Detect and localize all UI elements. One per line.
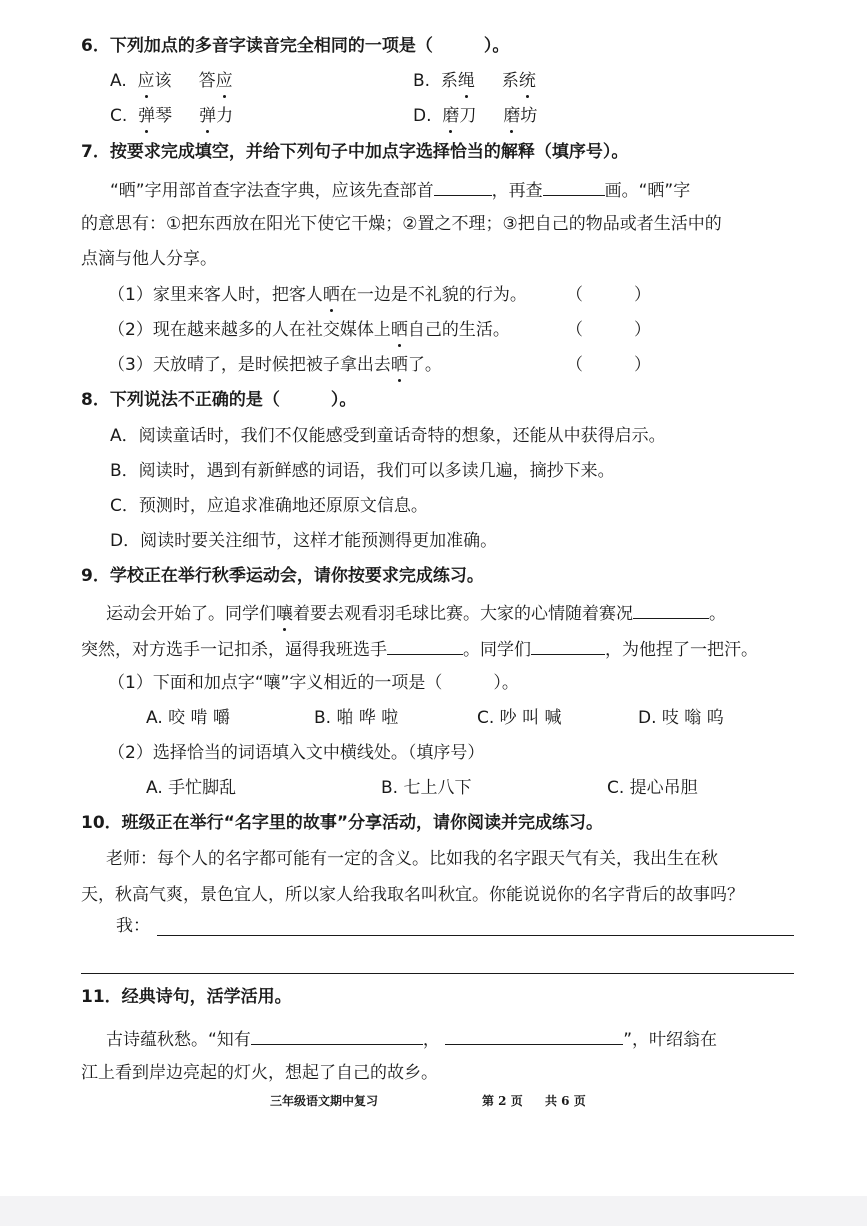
poem-blank-2[interactable] (445, 1026, 623, 1045)
q7-stem: 7．按要求完成填空，并给下列句子中加点字选择恰当的解释（填序号）。 (81, 142, 629, 162)
q9-sub1-option-c: C. 吵 叫 喊 (477, 708, 562, 728)
q7-answer-paren-3[interactable]: （ ） (566, 355, 651, 375)
q8-option-c: C．预测时，应追求准确地还原原文信息。 (110, 496, 428, 516)
q8-option-a: A．阅读童话时，我们不仅能感受到童话奇特的想象，还能从中获得启示。 (110, 426, 666, 446)
q9-sub1-option-a: A. 咬 啃 嚼 (146, 708, 230, 728)
dotted-char: 弹 (199, 106, 217, 126)
radical-blank[interactable] (434, 177, 492, 196)
footer-page-number: 第 2 页 (482, 1094, 523, 1108)
q6-option-a: A. 应该 答应 (110, 71, 233, 91)
q10-answer-line-2[interactable] (81, 973, 794, 974)
q7-paragraph-line3: 点滴与他人分享。 (81, 249, 217, 269)
q11-stem: 11．经典诗句，活学活用。 (81, 987, 292, 1007)
dotted-char: 磨 (503, 106, 521, 126)
q6-option-c: C. 弹琴 弹力 (110, 106, 234, 126)
q10-me-label: 我： (116, 916, 150, 936)
q9-sub1-option-d: D. 吱 嗡 呜 (638, 708, 724, 728)
q9-sub2-option-c: C. 提心吊胆 (607, 778, 698, 798)
dotted-char: 弹 (138, 106, 156, 126)
passage-blank-3[interactable] (531, 636, 605, 655)
q9-stem: 9．学校正在举行秋季运动会，请你按要求完成练习。 (81, 566, 484, 586)
dotted-char: 磨 (442, 106, 460, 126)
passage-blank-2[interactable] (387, 636, 463, 655)
footer-title: 三年级语文期中复习 (270, 1094, 379, 1108)
q8-option-d: D．阅读时要关注细节，这样才能预测得更加准确。 (110, 531, 498, 551)
option-label: B. (413, 71, 431, 91)
q11-line1: 古诗蕴秋愁。“知有 ， ”，叶绍翁在 (106, 1026, 717, 1052)
q9-sub2: （2）选择恰当的词语填入文中横线处。（填序号） (108, 743, 485, 763)
dotted-char: 统 (518, 71, 536, 91)
q7-paragraph-line2: 的意思有：①把东西放在阳光下使它干燥；②置之不理；③把自己的物品或者生活中的 (81, 214, 722, 234)
dotted-char: 晒 (322, 285, 340, 305)
scan-edge (0, 1196, 867, 1226)
q9-sub2-option-b: B. 七上八下 (381, 778, 472, 798)
dotted-char: 应 (215, 71, 233, 91)
q8-stem: 8．下列说法不正确的是（ ）。 (81, 390, 357, 410)
q9-passage-line1: 运动会开始了。同学们嚷着要去观看羽毛球比赛。大家的心情随着赛况 。 (106, 600, 726, 626)
dotted-char: 应 (137, 71, 155, 91)
q9-sub1: （1）下面和加点字“嚷”字义相近的一项是（ ）。 (108, 673, 519, 693)
q7-sentence-2: （2）现在越来越多的人在社交媒体上晒自己的生活。 (108, 320, 510, 340)
q7-answer-paren-2[interactable]: （ ） (566, 320, 651, 340)
footer-total-pages: 共 6 页 (545, 1094, 586, 1108)
q7-paragraph-line1: “晒”字用部首查字法查字典，应该先查部首 ，再查 画。“晒”字 (110, 177, 690, 203)
q10-teacher-line1: 老师：每个人的名字都可能有一定的含义。比如我的名字跟天气有关，我出生在秋 (106, 849, 718, 869)
dotted-char: 绳 (457, 71, 475, 91)
dotted-char: 嚷 (276, 604, 293, 624)
dotted-char: 晒 (390, 320, 408, 340)
stroke-count-blank[interactable] (543, 177, 605, 196)
q6-option-b: B. 系绳 系统 (413, 71, 536, 91)
option-label: D. (413, 106, 432, 126)
dotted-char: 晒 (390, 355, 408, 375)
poem-blank-1[interactable] (251, 1026, 423, 1045)
q9-sub1-option-b: B. 啪 哗 啦 (314, 708, 399, 728)
q11-line2: 江上看到岸边亮起的灯火，想起了自己的故乡。 (81, 1063, 438, 1083)
q8-option-b: B．阅读时，遇到有新鲜感的词语，我们可以多读几遍，摘抄下来。 (110, 461, 615, 481)
q9-passage-line2: 突然，对方选手一记扣杀，逼得我班选手 。同学们 ，为他捏了一把汗。 (81, 636, 758, 662)
q9-sub2-option-a: A. 手忙脚乱 (146, 778, 237, 798)
q10-teacher-line2: 天，秋高气爽，景色宜人，所以家人给我取名叫秋宜。你能说说你的名字背后的故事吗？ (81, 885, 744, 905)
q7-sentence-1: （1）家里来客人时，把客人晒在一边是不礼貌的行为。 (108, 285, 527, 305)
option-label: C. (110, 106, 128, 126)
passage-blank-1[interactable] (633, 600, 709, 619)
q7-answer-paren-1[interactable]: （ ） (566, 285, 651, 305)
q7-sentence-3: （3）天放晴了，是时候把被子拿出去晒了。 (108, 355, 442, 375)
q10-answer-line-1[interactable] (157, 935, 794, 936)
option-label: A. (110, 71, 127, 91)
q6-stem: 6．下列加点的多音字读音完全相同的一项是（ ）。 (81, 36, 510, 56)
q10-stem: 10．班级正在举行“名字里的故事”分享活动，请你阅读并完成练习。 (81, 813, 604, 833)
q6-option-d: D. 磨刀 磨坊 (413, 106, 538, 126)
